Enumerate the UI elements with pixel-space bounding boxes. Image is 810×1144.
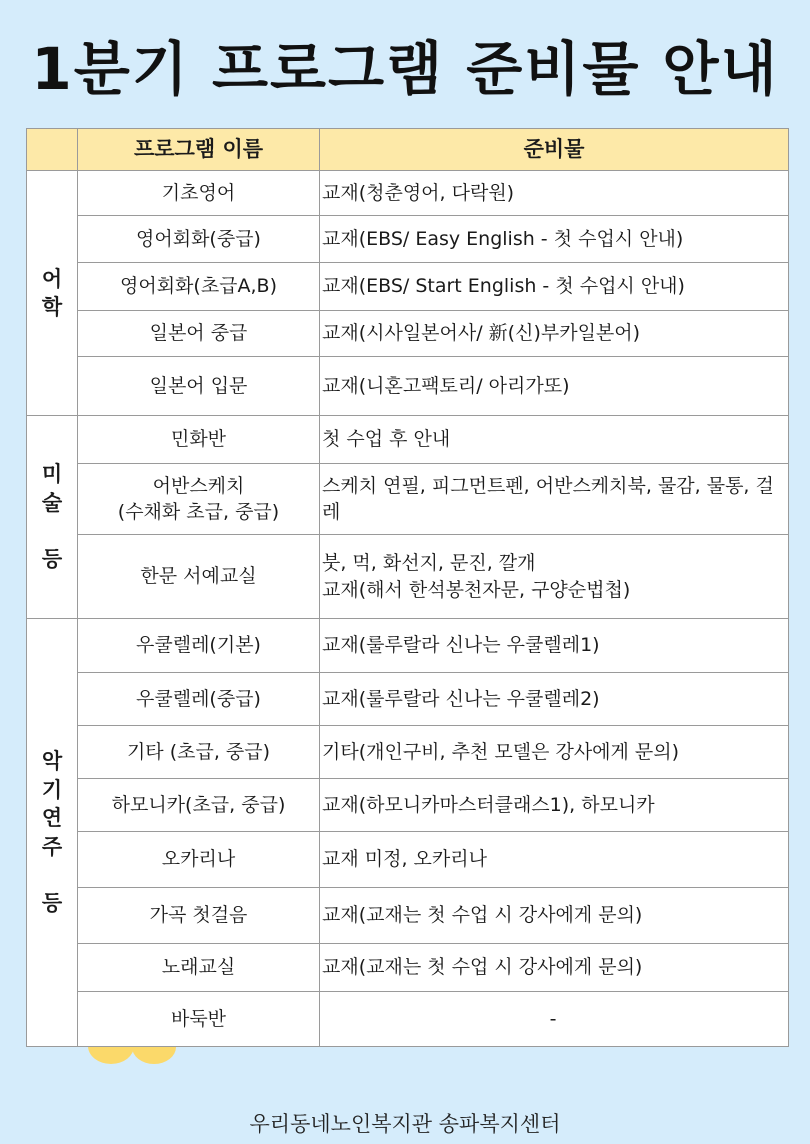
program-supplies: 첫 수업 후 안내 xyxy=(320,416,789,464)
table-row xyxy=(27,779,789,832)
table-row xyxy=(27,357,789,416)
table-row xyxy=(27,311,789,357)
program-supplies: 기타(개인구비, 추천 모델은 강사에게 문의) xyxy=(320,726,789,779)
program-name: 노래교실 xyxy=(78,944,320,992)
program-name: 기초영어 xyxy=(78,171,320,216)
program-supplies: 교재(시사일본어사/ 新(신)부카일본어) xyxy=(320,311,789,357)
category-label: 어 학 xyxy=(27,171,78,416)
program-supplies: 교재 미정, 오카리나 xyxy=(320,832,789,888)
program-name: 영어회화(초급A,B) xyxy=(78,263,320,311)
table-row xyxy=(27,726,789,779)
program-supplies: 스케치 연필, 피그먼트펜, 어반스케치북, 물감, 물통, 걸레 xyxy=(320,464,789,535)
table-row xyxy=(27,464,789,535)
program-name: 영어회화(중급) xyxy=(78,216,320,263)
header-supplies: 준비물 xyxy=(320,129,789,171)
program-supplies: 교재(청춘영어, 다락원) xyxy=(320,171,789,216)
header-category xyxy=(27,129,78,171)
program-supplies: 교재(룰루랄라 신나는 우쿨렐레1) xyxy=(320,619,789,673)
table-body xyxy=(27,171,789,1047)
program-name: 우쿨렐레(중급) xyxy=(78,673,320,726)
program-supplies: 붓, 먹, 화선지, 문진, 깔개 교재(해서 한석봉천자문, 구양순법첩) xyxy=(320,535,789,619)
header-program-name: 프로그램 이름 xyxy=(78,129,320,171)
program-name: 어반스케치 (수채화 초급, 중급) xyxy=(78,464,320,535)
table-row xyxy=(27,619,789,673)
program-name: 일본어 중급 xyxy=(78,311,320,357)
program-supplies: 교재(룰루랄라 신나는 우쿨렐레2) xyxy=(320,673,789,726)
program-supplies: 교재(EBS/ Start English - 첫 수업시 안내) xyxy=(320,263,789,311)
page-title: 1분기 프로그램 준비물 안내 xyxy=(31,35,779,103)
table-row xyxy=(27,992,789,1047)
program-supplies: 교재(니혼고팩토리/ 아리가또) xyxy=(320,357,789,416)
program-supplies: 교재(하모니카마스터클래스1), 하모니카 xyxy=(320,779,789,832)
program-name: 한문 서예교실 xyxy=(78,535,320,619)
table-row xyxy=(27,263,789,311)
program-supplies: - xyxy=(320,992,789,1047)
supplies-table xyxy=(26,128,789,1047)
table-row xyxy=(27,535,789,619)
table-row xyxy=(27,888,789,944)
program-name: 바둑반 xyxy=(78,992,320,1047)
category-label: 악 기 연 주 등 xyxy=(27,619,78,1047)
table-row xyxy=(27,944,789,992)
table-row xyxy=(27,673,789,726)
program-name: 민화반 xyxy=(78,416,320,464)
footer-organization: 우리동네노인복지관 송파복지센터 xyxy=(249,1112,561,1136)
program-name: 기타 (초급, 중급) xyxy=(78,726,320,779)
program-name: 일본어 입문 xyxy=(78,357,320,416)
program-name: 우쿨렐레(기본) xyxy=(78,619,320,673)
table-row xyxy=(27,216,789,263)
program-name: 오카리나 xyxy=(78,832,320,888)
category-label: 미 술 등 xyxy=(27,416,78,619)
program-name: 가곡 첫걸음 xyxy=(78,888,320,944)
table-row xyxy=(27,832,789,888)
program-supplies: 교재(교재는 첫 수업 시 강사에게 문의) xyxy=(320,944,789,992)
table-header-row xyxy=(27,129,789,171)
table-row xyxy=(27,416,789,464)
program-name: 하모니카(초급, 중급) xyxy=(78,779,320,832)
table-row xyxy=(27,171,789,216)
program-supplies: 교재(EBS/ Easy English - 첫 수업시 안내) xyxy=(320,216,789,263)
program-supplies: 교재(교재는 첫 수업 시 강사에게 문의) xyxy=(320,888,789,944)
